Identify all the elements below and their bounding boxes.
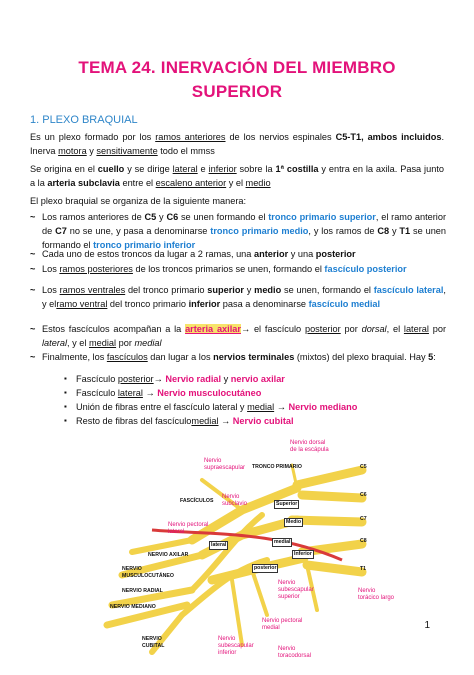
label-cord-medial: medial — [274, 539, 291, 545]
label-nervio-toracico-largo: Nervio torácico largo — [358, 588, 395, 601]
list-item: ~ Los ramos ventrales del tronco primario superior y medio se unen, formando el fascículo lateral, y elramo ventral del tronco primario inferior pasa a denominarse fascículo medial — [30, 285, 446, 310]
title-line-2: SUPERIOR — [191, 82, 283, 101]
root-c6 — [302, 495, 362, 498]
root-c5 — [297, 470, 362, 485]
label-c5: C5 — [360, 464, 367, 470]
paragraph-definition: Es un plexo formado por los ramos anteriores de los nervios espinales C5-T1, ambos incluidos. Inerva motora y sensitivamente todo el mmss — [30, 132, 444, 157]
label-trunk-medio: Medio — [286, 519, 301, 525]
list-item: ~ Finalmente, los fascículos dan lugar a los nervios terminales (mixtos) del plexo braquial. Hay 5: — [30, 350, 446, 364]
page-number: 1 — [424, 620, 430, 631]
brachial-plexus-diagram — [92, 440, 408, 670]
label-nervio-subclavio: Nervio subclavio — [222, 494, 248, 507]
label-nervio-subescapular-superior: Nervio subescapular superior — [278, 580, 314, 600]
label-nervio-axilar: NERVIO AXILAR — [148, 552, 189, 558]
bullet-icon: ~ — [30, 249, 36, 259]
label-nervio-pectoral-lateral: Nervio pectoral lateral — [168, 522, 209, 535]
label-c8: C8 — [360, 538, 367, 544]
label-cord-posterior: posterior — [254, 565, 277, 571]
bullet-icon: ~ — [30, 352, 36, 362]
title-line-1: TEMA 24. INERVACIÓN DEL MIEMBRO — [78, 58, 396, 77]
sub-list-item: ▪ Unión de fibras entre el fascículo lateral y medial → Nervio mediano — [64, 400, 444, 414]
label-fasciculos: FASCÍCULOS — [180, 498, 214, 504]
label-nervio-cubital: NERVIO CUBITAL — [142, 636, 165, 649]
bullet-icon: ~ — [30, 324, 36, 334]
label-nervio-mediano: NERVIO MEDIANO — [110, 604, 156, 610]
paragraph-origin: Se origina en el cuello y se dirige lateral e inferior sobre la 1ª costilla y entra en la axila. Pasa junto a la arteria subclavia entre el escaleno anterior y el medio — [30, 164, 444, 189]
paragraph-organization: El plexo braquial se organiza de la siguiente manera: — [30, 196, 247, 206]
label-c6: C6 — [360, 492, 367, 498]
sub-list-item: ▪ Resto de fibras del fascículomedial → Nervio cubital — [64, 414, 444, 428]
label-nervio-toracodorsal: Nervio toracodorsal — [278, 646, 312, 659]
label-trunk-inferior: Inferior — [294, 551, 312, 557]
list-item: ~ Cada uno de estos troncos da lugar a 2 ramas, una anterior y una posterior — [30, 247, 446, 261]
bullet-icon: ~ — [30, 285, 36, 295]
label-t1: T1 — [360, 566, 367, 572]
label-nervio-subescapular-inferior: Nervio subescapular inferior — [218, 636, 254, 656]
label-trunk-superior: Superior — [276, 501, 298, 507]
label-nervio-radial: NERVIO RADIAL — [122, 588, 163, 594]
bullet-icon: ~ — [30, 264, 36, 274]
sub-list-item: ▪ Fascículo lateral → Nervio musculocutáneo — [64, 386, 444, 400]
square-bullet-icon: ▪ — [64, 388, 67, 397]
label-nervio-dorsal-escapula: Nervio dorsal de la escápula — [290, 440, 329, 453]
subscapular-branch — [252, 570, 267, 615]
sub-list-item: ▪ Fascículo posterior→ Nervio radial y nervio axilar — [64, 372, 444, 386]
label-nervio-musculocutaneo: NERVIO MUSCULOCUTÁNEO — [122, 566, 174, 579]
label-nervio-pectoral-medial: Nervio pectoral medial — [262, 618, 303, 631]
square-bullet-icon: ▪ — [64, 402, 67, 411]
list-item: ~ Los ramos posteriores de los troncos primarios se unen, formando el fascículo posterior — [30, 262, 446, 276]
musculocutaneous-branch — [132, 540, 192, 552]
label-tronco-primario: TRONCO PRIMARIO — [252, 464, 302, 470]
label-nervio-supraescapular: Nervio supraescapular — [204, 458, 246, 471]
bullet-icon: ~ — [30, 212, 36, 222]
page-title — [0, 56, 474, 104]
square-bullet-icon: ▪ — [64, 374, 67, 383]
label-cord-lateral: lateral — [211, 542, 227, 548]
square-bullet-icon: ▪ — [64, 416, 67, 425]
section-heading: 1. PLEXO BRAQUIAL — [30, 114, 138, 126]
label-c7: C7 — [360, 516, 367, 522]
list-item: ~ Los ramos anteriores de C5 y C6 se unen formando el tronco primario superior, el ramo anterior de C7 no se une, y pasa a denominarse tronco primario medio, y los ramos de C8 y T1 se unen formando el tronco primario inferior — [30, 212, 447, 251]
root-t1 — [307, 565, 362, 572]
list-item: ~ Estos fascículos acompañan a la arteria axilar→ el fascículo posterior por dorsal, el lateral por lateral, y el medial por medial — [30, 324, 447, 349]
